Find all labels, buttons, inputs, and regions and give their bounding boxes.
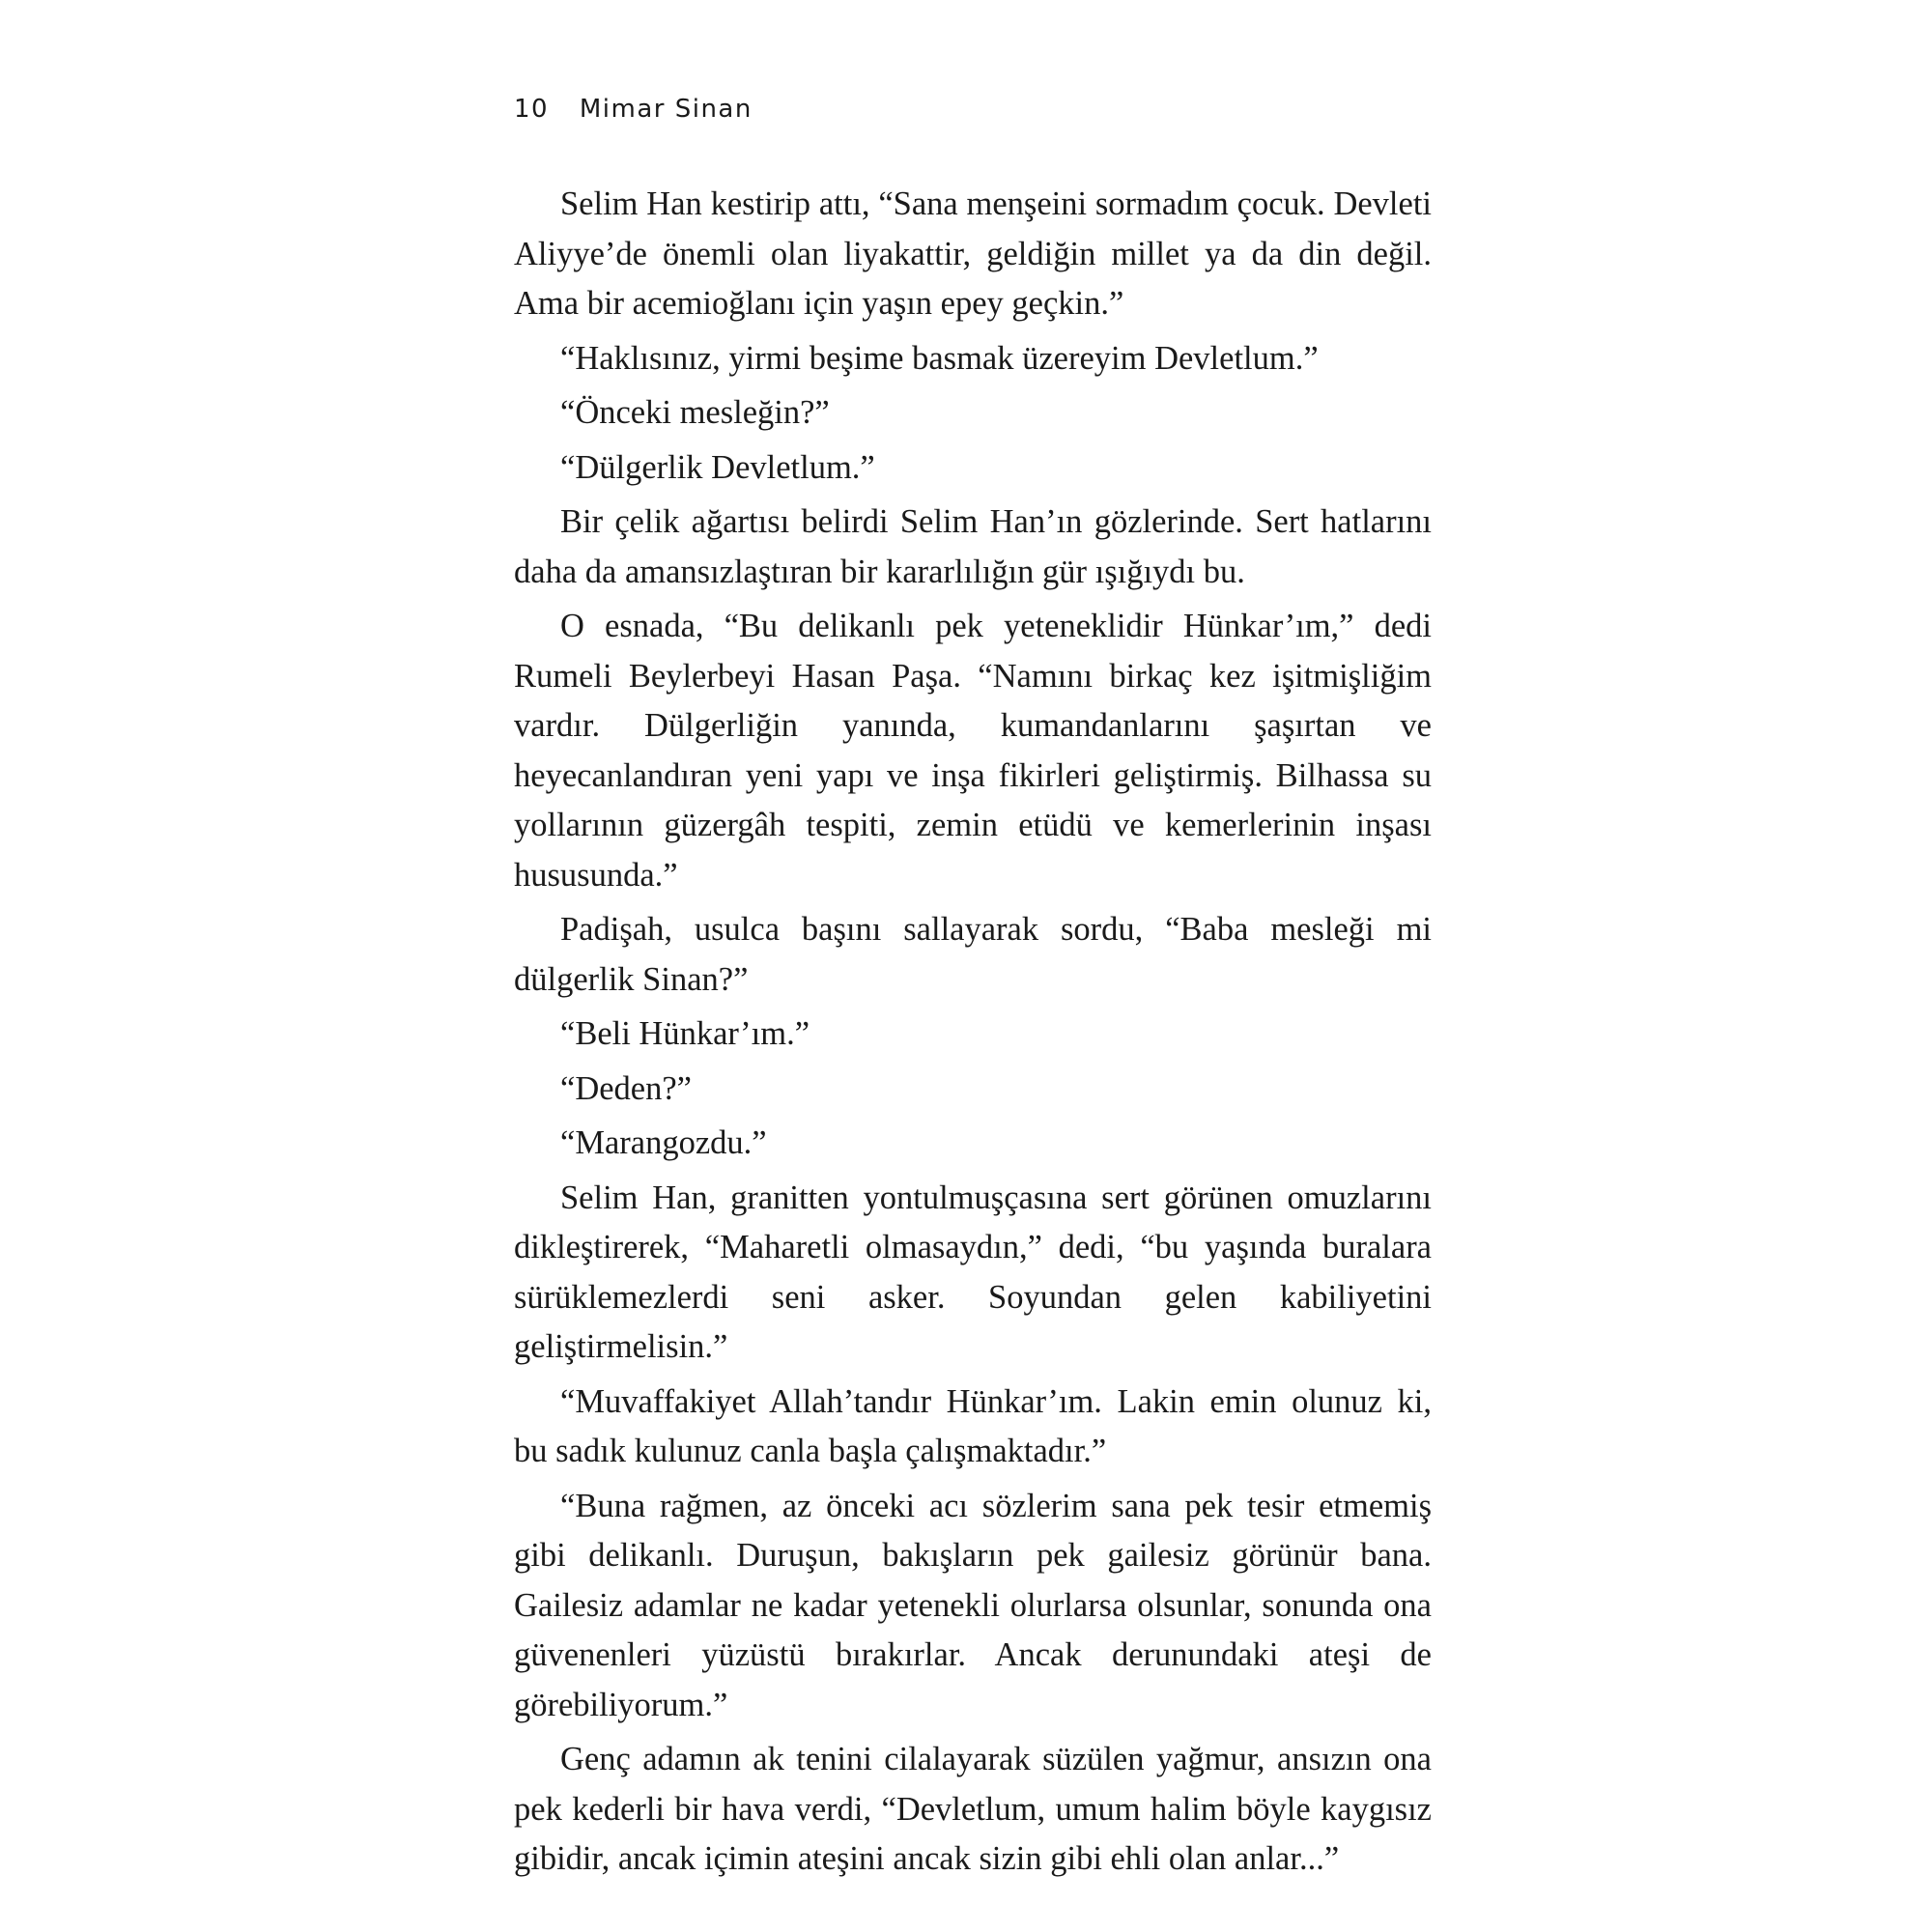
paragraph: “Deden?”	[560, 1069, 692, 1107]
page-header	[514, 95, 753, 124]
paragraph: “Önceki mesleğin?”	[560, 394, 830, 431]
paragraph: “Buna rağmen, az önceki acı sözlerim sana pek tesir etmemiş gibi delikanlı. Duruşun, bakışların pek gailesiz görünür bana. Gailesiz adamlar ne kadar yetenekli olurlarsa olsunlar, sonunda ona güvenenleri yüzüstü bırakırlar. Ancak derunundaki ateşi de görebiliyorum.”	[514, 1487, 1432, 1723]
paragraph: “Haklısınız, yirmi beşime basmak üzereyim Devletlum.”	[560, 339, 1319, 377]
body-text	[514, 180, 1432, 1889]
paragraph: “Muvaffakiyet Allah’tandır Hünkar’ım. Lakin emin olunuz ki, bu sadık kulunuz canla başla çalışmaktadır.”	[514, 1382, 1432, 1469]
running-title: Mimar Sinan	[579, 95, 753, 124]
paragraph: Genç adamın ak tenini cilalayarak süzülen yağmur, ansızın ona pek kederli bir hava verdi, “Devletlum, umum halim böyle kaygısız gibidir, ancak içimin ateşini ancak sizin gibi ehli olan anlar...”	[514, 1741, 1432, 1877]
paragraph: O esnada, “Bu delikanlı pek yeteneklidir Hünkar’ım,” dedi Rumeli Beylerbeyi Hasan Paşa. “Namını birkaç kez işitmişliğim vardır. Dülgerliğin yanında, kumandanlarını şaşırtan ve heyecanlandıran yeni yapı ve inşa fikirleri geliştirmiş. Bilhassa su yollarının güzergâh tespiti, zemin etüdü ve kemerlerinin inşası hususunda.”	[514, 608, 1432, 894]
paragraph: Padişah, usulca başını sallayarak sordu, “Baba mesleği mi dülgerlik Sinan?”	[514, 911, 1432, 998]
paragraph: “Beli Hünkar’ım.”	[560, 1015, 810, 1052]
paragraph: “Dülgerlik Devletlum.”	[560, 448, 875, 486]
page-number: 10	[514, 95, 550, 124]
paragraph: Selim Han, granitten yontulmuşçasına sert görünen omuzlarını dikleştirerek, “Maharetli olmasaydın,” dedi, “bu yaşında buralara sürüklemezlerdi seni asker. Soyundan gelen kabiliyetini geliştirmelisin.”	[514, 1179, 1432, 1365]
paragraph: Selim Han kestirip attı, “Sana menşeini sormadım çocuk. Devleti Aliyye’de önemli olan liyakattir, geldiğin millet ya da din değil. Ama bir acemioğlanı için yaşın epey geçkin.”	[514, 185, 1432, 322]
paragraph: Bir çelik ağartısı belirdi Selim Han’ın gözlerinde. Sert hatlarını daha da amansızlaştıran bir kararlılığın gür ışığıydı bu.	[514, 503, 1432, 590]
paragraph: “Marangozdu.”	[560, 1124, 767, 1161]
